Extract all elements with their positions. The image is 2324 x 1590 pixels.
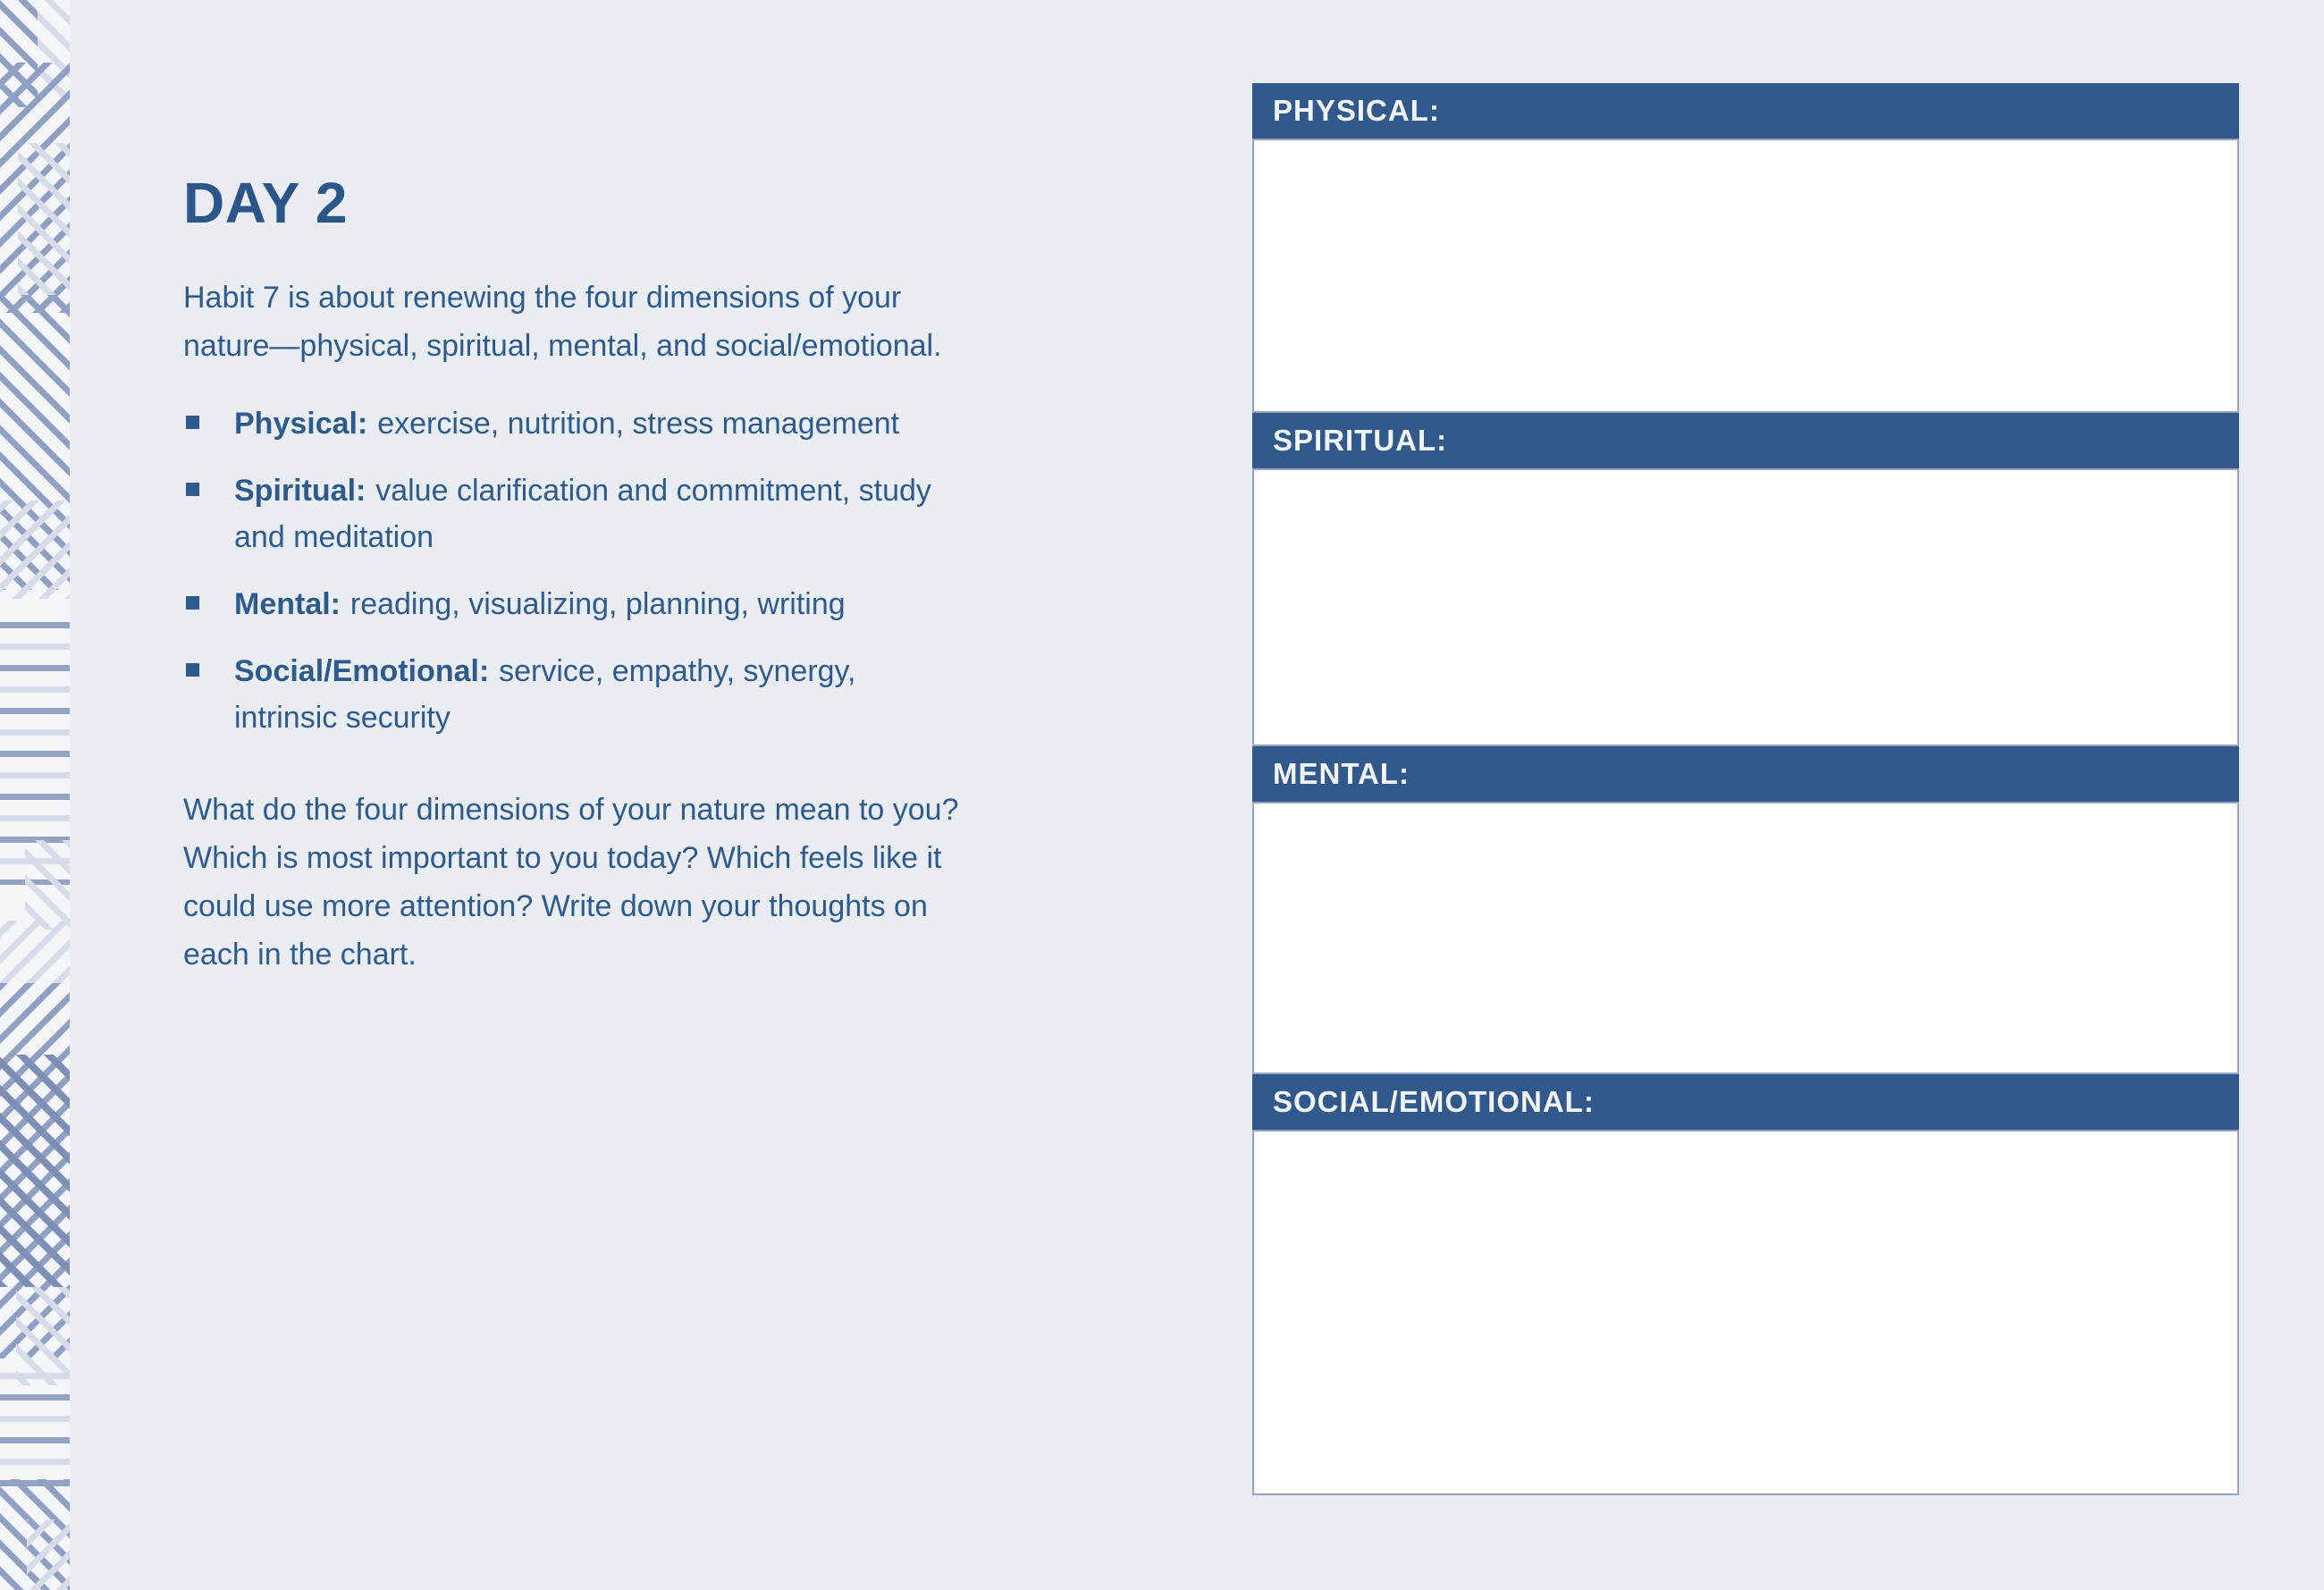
bullet-label: Social/Emotional:	[234, 654, 490, 688]
bullet-detail: service, empathy, synergy, intrinsic security	[234, 654, 856, 735]
list-item-text	[234, 400, 949, 447]
page-title: DAY 2	[183, 171, 348, 235]
writein-area-mental[interactable]	[1252, 802, 2239, 1074]
list-item-social-emotional	[183, 648, 970, 741]
bullet-detail: reading, visualizing, planning, writing	[349, 587, 846, 621]
bullet-label: Physical:	[234, 407, 368, 441]
decorative-pattern	[0, 0, 70, 1590]
list-item-spiritual	[183, 467, 970, 560]
section-header-mental: MENTAL:	[1252, 746, 2239, 802]
bullet-label: Mental:	[234, 587, 341, 621]
list-item-text	[234, 467, 949, 560]
square-bullet-icon	[186, 663, 199, 677]
chart-section-spiritual	[1252, 413, 2239, 746]
bullet-detail: value clarification and commitment, study and meditation	[234, 474, 931, 554]
section-header-social-emotional: SOCIAL/EMOTIONAL:	[1252, 1074, 2239, 1130]
writein-area-social-emotional[interactable]	[1252, 1130, 2239, 1495]
question-paragraph: What do the four dimensions of your nature mean to you? Which is most important to you today? Which feels like it could use more attention? Write down your thoughts on each in the chart.	[183, 793, 959, 972]
renewal-chart	[1252, 83, 2239, 1495]
square-bullet-icon	[186, 483, 199, 496]
writein-area-spiritual[interactable]	[1252, 468, 2239, 746]
section-header-physical: PHYSICAL:	[1252, 83, 2239, 139]
dimension-list	[183, 400, 970, 741]
list-item-physical	[183, 400, 970, 447]
bullet-detail: exercise, nutrition, stress management	[377, 407, 900, 441]
chart-section-social-emotional	[1252, 1074, 2239, 1495]
chart-section-physical	[1252, 83, 2239, 413]
section-header-spiritual: SPIRITUAL:	[1252, 413, 2239, 468]
list-item-text	[234, 648, 949, 741]
list-item-text	[234, 581, 949, 627]
text-column	[183, 172, 970, 979]
intro-paragraph: Habit 7 is about renewing the four dimensions of your nature—physical, spiritual, mental, and social/emotional.	[183, 281, 942, 363]
square-bullet-icon	[186, 416, 199, 429]
chart-section-mental	[1252, 746, 2239, 1074]
square-bullet-icon	[186, 596, 199, 610]
list-item-mental	[183, 581, 970, 627]
writein-area-physical[interactable]	[1252, 139, 2239, 413]
bullet-label: Spiritual:	[234, 474, 366, 508]
